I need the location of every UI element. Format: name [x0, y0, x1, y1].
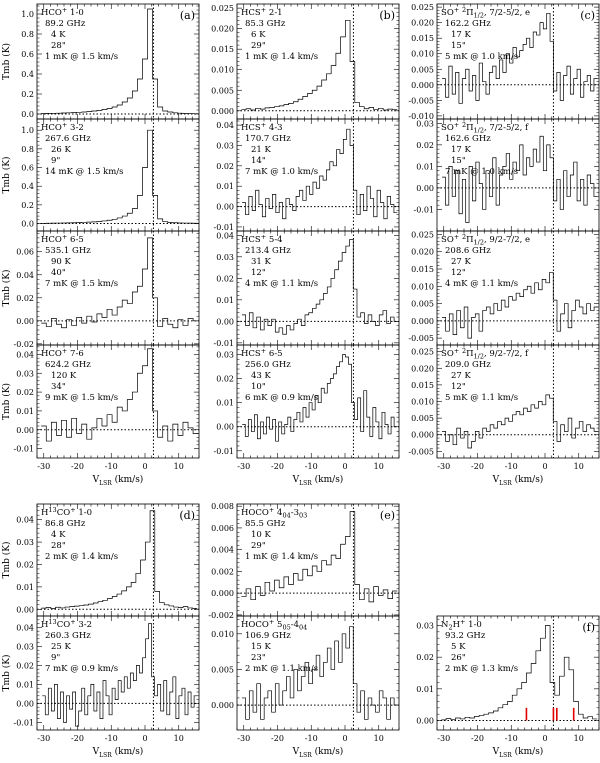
info-line-3: 25 K: [51, 642, 71, 652]
info-line-2: 170.7 GHz: [245, 134, 291, 144]
y-tick-label: 0.010: [411, 282, 434, 292]
info-line-2: 267.6 GHz: [45, 134, 91, 144]
info-line-4: 28": [51, 41, 66, 51]
y-tick-label: -0.005: [408, 447, 434, 457]
x-tick-label: -20: [271, 734, 284, 743]
y-tick-label: 0.01: [216, 182, 234, 192]
info-line-1: $N_2H^+$ 1-0: [441, 618, 482, 632]
y-tick-label: -0.005: [408, 334, 434, 344]
info-line-3: 4 K: [51, 30, 66, 40]
y-tick-label: 0.02: [216, 274, 234, 284]
y-tick-label: 0.000: [411, 430, 434, 440]
x-tick-label: -30: [37, 462, 51, 471]
x-tick-label: -20: [71, 462, 84, 471]
y-tick-label: -0.010: [408, 111, 434, 121]
y-tick-label: 1.0: [21, 10, 34, 19]
y-tick-label: 0.01: [16, 680, 34, 690]
y-tick-label: 0.005: [211, 86, 234, 96]
y-axis-label: Tmb (K): [2, 654, 12, 692]
info-line-5: 1 mK @ 1.4 km/s: [245, 552, 319, 562]
y-tick-label: 0.000: [211, 701, 234, 711]
x-axis-label: $V_{LSR}$ (km/s): [492, 475, 544, 487]
y-tick-label: 0.02: [16, 293, 34, 303]
y-tick-label: 0.025: [211, 4, 234, 14]
panel-p17: [416, 616, 599, 743]
y-tick-label: 0.04: [216, 121, 234, 131]
panel-p5: [211, 4, 399, 119]
x-tick-label: -10: [304, 462, 318, 471]
panel-tag: (d): [179, 509, 195, 522]
y-tick-label: -0.02: [13, 339, 34, 349]
y-tick-label: 0.01: [416, 162, 434, 172]
y-axis-label: Tmb (K): [2, 156, 12, 194]
y-tick-label: 0.02: [416, 140, 434, 150]
y-tick-label: 0.00: [16, 425, 34, 435]
y-tick-label: 0.0: [21, 110, 34, 119]
info-line-3: 26 K: [51, 145, 71, 155]
panel-p15: [208, 502, 399, 620]
info-line-1: SO+ $^2\Pi_{1/2}$, 9/2-7/2, f: [441, 347, 529, 361]
x-tick-label: -20: [71, 734, 84, 743]
panel-p1: [1, 4, 199, 119]
y-tick-label: 0.010: [211, 65, 234, 75]
info-line-3: 90 K: [51, 257, 71, 267]
info-line-1: HCO+ 6-5: [41, 233, 84, 245]
y-tick-label: 1.0: [21, 126, 34, 136]
y-axis-label: Tmb (K): [2, 43, 12, 80]
y-tick-label: -0.01: [213, 338, 234, 348]
info-line-3: 21 K: [251, 145, 271, 155]
y-tick-label: 0.04: [216, 231, 234, 241]
info-line-4: 29": [251, 41, 266, 51]
info-line-3: 17 K: [451, 145, 471, 155]
y-tick-label: 0.005: [411, 65, 434, 75]
info-line-4: 40": [51, 268, 66, 278]
y-tick-label: 0.04: [16, 515, 34, 525]
info-line-3: 27 K: [451, 257, 471, 267]
panel-p9: [408, 3, 599, 121]
y-tick-label: 0.01: [216, 295, 234, 305]
info-line-1: HOCO+ $5_{05}-4_{04}$: [241, 618, 308, 632]
info-line-3: 5 K: [451, 642, 466, 652]
info-line-5: 2 mK @ 1.1 km/s: [245, 664, 319, 674]
info-line-3: 6 K: [251, 30, 266, 40]
info-line-1: HCS+ 6-5: [241, 347, 283, 359]
info-line-2: 85.3 GHz: [245, 19, 286, 29]
x-tick-label: 10: [173, 462, 184, 471]
y-tick-label: 0.01: [216, 398, 234, 408]
panel-tag: (e): [379, 509, 395, 522]
y-tick-label: 0.015: [411, 265, 434, 274]
info-line-1: HCS+ 4-3: [241, 121, 283, 133]
x-tick-label: -30: [237, 734, 251, 743]
y-tick-label: 0.00: [216, 422, 234, 432]
panel-p8: [213, 345, 399, 471]
info-line-5: 9 mK @ 1.5 km/s: [45, 393, 119, 403]
x-tick-label: -30: [237, 462, 251, 471]
panel-p4: [1, 345, 199, 471]
info-line-1: SO+ $^2\Pi_{1/2}$, 9/2-7/2, e: [441, 233, 531, 247]
y-tick-label: 0.020: [411, 247, 434, 257]
x-tick-label: -20: [471, 462, 484, 471]
x-tick-label: -30: [437, 734, 451, 743]
info-line-2: 85.5 GHz: [245, 519, 286, 529]
panel-p3: [1, 231, 199, 349]
y-tick-label: 0.04: [16, 350, 34, 360]
info-line-3: 10 K: [251, 530, 271, 540]
y-tick-label: 0.002: [211, 567, 234, 577]
panel-tag: (f): [582, 621, 595, 634]
y-tick-label: -0.005: [408, 96, 434, 106]
info-line-2: 208.6 GHz: [445, 246, 491, 256]
panel-p16: [211, 616, 399, 743]
info-line-3: 120 K: [51, 371, 77, 381]
info-line-5: 2 mK @ 1.3 km/s: [445, 664, 519, 674]
x-tick-label: 0: [142, 462, 148, 471]
info-line-4: 10": [251, 382, 266, 392]
info-line-4: 34": [51, 382, 66, 392]
panel-p14: [1, 616, 199, 743]
x-tick-label: -30: [437, 462, 451, 471]
x-tick-label: -10: [504, 734, 518, 743]
y-axis-label: Tmb (K): [2, 269, 12, 307]
info-line-3: 15 K: [251, 642, 271, 652]
y-tick-label: 0.6: [21, 163, 34, 173]
y-tick-label: 0.005: [411, 299, 434, 309]
x-axis-label: $V_{LSR}$ (km/s): [92, 747, 144, 759]
y-tick-label: 0.8: [21, 144, 34, 154]
y-tick-label: 0.000: [411, 80, 434, 90]
y-tick-label: 0.02: [16, 661, 34, 671]
y-tick-label: 0.03: [216, 141, 234, 151]
info-line-1: HCO+ 7-6: [41, 347, 84, 359]
y-tick-label: 0.6: [21, 50, 34, 59]
x-tick-label: -20: [471, 734, 484, 743]
info-line-2: 260.3 GHz: [45, 631, 91, 641]
panel-p10: [413, 119, 599, 231]
info-line-3: 43 K: [251, 371, 271, 381]
y-tick-label: 0.00: [216, 202, 234, 212]
y-tick-label: -0.01: [213, 222, 234, 232]
y-tick-label: 0.8: [21, 30, 34, 39]
y-tick-label: 0.000: [411, 316, 434, 326]
y-tick-label: 0.015: [411, 34, 434, 44]
y-tick-label: -0.01: [13, 444, 34, 454]
info-line-5: 7 mK @ 1.0 km/s: [445, 167, 519, 177]
y-tick-label: -0.01: [213, 446, 234, 456]
info-line-5: 6 mK @ 0.9 km/s: [245, 393, 319, 403]
y-tick-label: 0.005: [211, 665, 234, 675]
y-tick-label: 0.010: [411, 397, 434, 407]
x-tick-label: 0: [342, 734, 348, 743]
y-tick-label: 0.02: [16, 560, 34, 570]
info-line-2: 624.2 GHz: [45, 360, 91, 370]
x-axis-label: $V_{LSR}$ (km/s): [292, 747, 344, 759]
info-line-3: 4 K: [51, 530, 66, 540]
y-axis-label: Tmb (K): [2, 541, 12, 579]
x-axis-label: $V_{LSR}$ (km/s): [92, 475, 144, 487]
info-line-4: 15": [451, 156, 466, 166]
panel-layer: [1, 3, 599, 743]
info-line-1: HOCO+ $4_{04}-3_{03}$: [241, 506, 308, 520]
panel-tag: (a): [179, 9, 195, 22]
info-line-5: 7 mK @ 0.9 km/s: [45, 664, 119, 674]
y-tick-label: 0.0: [21, 219, 34, 229]
info-line-5: 1 mK @ 1.5 km/s: [45, 52, 119, 62]
info-line-4: 15": [451, 41, 466, 51]
info-line-4: 28": [51, 541, 66, 551]
y-tick-label: 0.2: [21, 200, 34, 210]
x-tick-label: -30: [37, 734, 51, 743]
x-tick-label: 10: [573, 462, 584, 471]
info-line-1: HCO+ 3-2: [41, 121, 84, 133]
y-tick-label: 0.02: [216, 374, 234, 384]
y-axis-label: Tmb (K): [2, 383, 12, 420]
x-axis-label: $V_{LSR}$ (km/s): [492, 747, 544, 759]
y-tick-label: 0.02: [216, 161, 234, 171]
y-tick-label: 0.03: [16, 642, 34, 652]
x-tick-label: 10: [173, 734, 184, 743]
info-line-1: SO+ $^2\Pi_{1/2}$, 7/2-5/2, f: [441, 121, 529, 135]
y-tick-label: 0.01: [416, 684, 434, 694]
x-tick-label: 0: [142, 734, 148, 743]
x-tick-label: -10: [104, 734, 118, 743]
info-line-2: 162.6 GHz: [445, 134, 491, 144]
x-axis-label: $V_{LSR}$ (km/s): [292, 475, 344, 487]
y-tick-label: 0.015: [211, 45, 234, 55]
y-tick-label: 0.00: [16, 605, 34, 615]
info-line-2: 162.2 GHz: [445, 19, 491, 29]
info-line-3: 27 K: [451, 371, 471, 381]
x-tick-label: 10: [373, 462, 384, 471]
y-tick-label: 0.020: [411, 364, 434, 374]
panel-p6: [213, 119, 399, 232]
info-line-2: 86.8 GHz: [45, 519, 86, 529]
info-line-5: 2 mK @ 1.4 km/s: [45, 552, 119, 562]
panel-tag: (b): [379, 9, 395, 22]
y-tick-label: 0.020: [411, 18, 434, 28]
panel-p13: [1, 504, 199, 616]
y-tick-label: 0.03: [416, 119, 434, 129]
y-tick-label: 0.00: [416, 183, 434, 193]
info-line-2: 256.0 GHz: [245, 360, 291, 370]
y-tick-label: 0.000: [211, 589, 234, 599]
info-line-4: 14": [251, 156, 266, 166]
y-tick-label: 0.010: [211, 629, 234, 639]
info-line-5: 4 mK @ 1.1 km/s: [445, 279, 519, 289]
y-tick-label: 0.03: [16, 538, 34, 548]
y-tick-label: 0.025: [411, 230, 434, 240]
y-tick-label: 0.04: [16, 623, 34, 633]
y-tick-label: 0.025: [411, 3, 434, 13]
y-tick-label: 0.01: [16, 582, 34, 592]
info-line-4: 29": [251, 541, 266, 551]
y-tick-label: 0.005: [411, 414, 434, 424]
info-line-5: 4 mK @ 1.1 km/s: [245, 279, 319, 289]
x-tick-label: 0: [542, 462, 548, 471]
y-tick-label: 0.000: [211, 106, 234, 116]
info-line-5: 1 mK @ 1.4 km/s: [245, 52, 319, 62]
y-tick-label: 0.03: [216, 252, 234, 262]
y-tick-label: 0.006: [211, 523, 234, 533]
info-line-1: $H^{13}CO^+$ 1-0: [41, 506, 93, 518]
info-line-4: 12": [451, 268, 466, 278]
x-tick-label: -10: [504, 462, 518, 471]
x-tick-label: 10: [373, 734, 384, 743]
panel-tag: (c): [580, 9, 595, 22]
y-tick-label: 0.020: [211, 24, 234, 34]
x-tick-label: 0: [342, 462, 348, 471]
info-line-5: 14 mK @ 1.5 km/s: [45, 167, 124, 177]
panel-p11: [408, 230, 599, 345]
info-line-5: 7 mK @ 1.0 km/s: [245, 167, 319, 177]
y-tick-label: 0.03: [416, 621, 434, 631]
x-tick-label: -10: [304, 734, 318, 743]
info-line-1: $H^{13}CO^+$ 3-2: [41, 618, 93, 630]
y-tick-label: 0.00: [16, 316, 34, 326]
info-line-2: 106.9 GHz: [245, 631, 291, 641]
y-tick-label: 0.010: [411, 49, 434, 59]
info-line-2: 213.4 GHz: [245, 246, 291, 256]
panel-p7: [213, 231, 399, 348]
x-tick-label: 10: [573, 734, 584, 743]
y-tick-label: 0.2: [21, 90, 34, 99]
info-line-2: 93.2 GHz: [445, 631, 486, 641]
y-tick-label: 0.06: [16, 247, 34, 257]
info-line-5: 5 mK @ 1.0 km/s: [445, 52, 519, 62]
y-tick-label: 0.4: [21, 70, 34, 79]
y-tick-label: 0.015: [411, 380, 434, 390]
y-tick-label: 0.02: [416, 653, 434, 663]
y-tick-label: 0.00: [416, 716, 434, 726]
y-tick-label: 0.00: [216, 317, 234, 327]
info-line-1: HCS+ 2-1: [241, 6, 283, 18]
panel-p2: [1, 119, 199, 231]
info-line-3: 17 K: [451, 30, 471, 40]
y-tick-label: 0.03: [216, 350, 234, 360]
info-line-2: 535.1 GHz: [45, 246, 91, 256]
info-line-2: 89.2 GHz: [45, 19, 86, 29]
y-tick-label: 0.02: [16, 388, 34, 398]
y-tick-label: 0.03: [16, 369, 34, 379]
info-line-4: 12": [251, 268, 266, 278]
info-line-5: 7 mK @ 1.5 km/s: [45, 279, 119, 289]
x-tick-label: -20: [271, 462, 284, 471]
y-tick-label: 0.04: [16, 270, 34, 280]
info-line-4: 26": [451, 653, 466, 663]
y-tick-label: 0.008: [211, 502, 234, 512]
y-tick-label: -0.01: [413, 205, 434, 215]
info-line-1: HCO+ 1-0: [41, 6, 84, 18]
info-line-4: 9": [51, 156, 61, 166]
y-tick-label: 0.004: [211, 545, 234, 555]
y-tick-label: 0.4: [21, 182, 34, 192]
info-line-5: 5 mK @ 1.1 km/s: [445, 393, 519, 403]
y-tick-label: 0.025: [411, 347, 434, 357]
info-line-1: HCS+ 5-4: [241, 233, 283, 245]
info-line-3: 31 K: [251, 257, 271, 267]
info-line-4: 12": [451, 382, 466, 392]
y-tick-label: -0.002: [208, 610, 234, 620]
info-line-4: 23": [251, 653, 266, 663]
x-tick-label: -10: [104, 462, 118, 471]
x-tick-label: 0: [542, 734, 548, 743]
info-line-2: 209.0 GHz: [445, 360, 491, 370]
info-line-4: 9": [51, 653, 61, 663]
panel-p12: [408, 345, 599, 471]
y-tick-label: 0.00: [16, 699, 34, 709]
y-tick-label: 0.01: [16, 406, 34, 416]
info-line-1: SO+ $^2\Pi_{1/2}$, 7/2-5/2, e: [441, 6, 531, 20]
y-tick-label: -0.01: [13, 718, 34, 728]
